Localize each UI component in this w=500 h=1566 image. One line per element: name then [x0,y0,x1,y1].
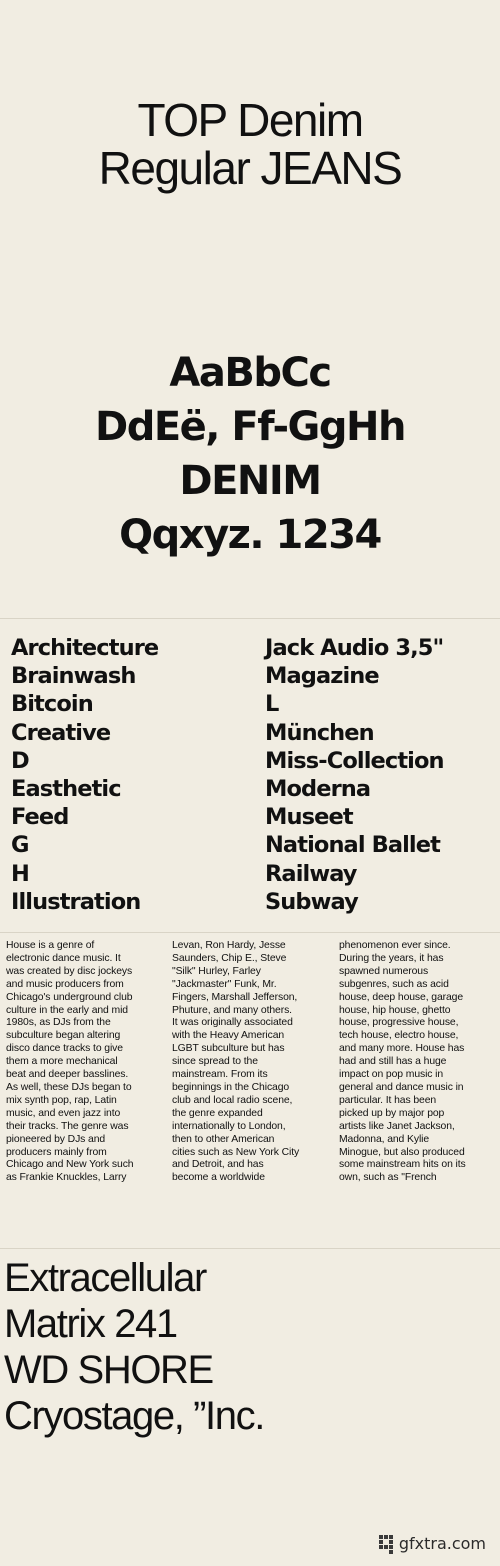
word-item: Bitcoin [11,691,93,718]
body-text-line: phenomenon ever since. [339,940,451,951]
word-item: Easthetic [11,775,121,802]
body-text-line: own, such as "French [339,1172,437,1184]
body-text-line: During the years, it has [339,952,444,964]
body-text-line: general and dance music in [339,1081,464,1093]
body-text-line: was created by disc jockeys [6,965,133,977]
word-item: L [265,691,279,718]
body-text-line: pioneered by DJs and [6,1133,106,1145]
body-text-column-3 [339,940,497,1185]
word-item: Jack Audio 3,5" [265,635,444,661]
body-text-line: tech house, electro house, [339,1030,459,1042]
body-text-line: "Jackmaster" Funk, Mr. [172,978,277,990]
body-text-column-1 [6,940,164,1185]
body-text-line: 1980s, as DJs from the [6,1017,111,1029]
body-text-line: Madonna, and Kylie [339,1133,430,1145]
body-text-line: LGBT subculture but has [172,1043,285,1055]
hero-line-1: TOP Denim [137,94,363,146]
bottom-line: WD SHORE [4,1348,213,1392]
specimen-line: DENIM [179,458,321,504]
section-divider [0,932,500,933]
body-text-line: music, and even jazz into [6,1107,121,1119]
body-text-line: mainstream. From its [172,1069,268,1081]
body-text-line: subculture began altering [6,1030,121,1042]
word-item: Subway [265,888,358,915]
watermark [379,1534,486,1553]
body-text-column-2 [172,940,330,1185]
word-item: Creative [11,719,111,746]
section-divider [0,1248,500,1249]
word-item: National Ballet [265,832,440,859]
bottom-line: Cryostage, ”Inc. [4,1394,264,1438]
body-text-line: disco dance tracks to give [6,1043,123,1055]
specimen-line: AaBbCc [169,350,331,396]
body-text-line: impact on pop music in [339,1069,444,1081]
bottom-specimen [4,1255,264,1439]
gfxtra-logo-icon [379,1535,393,1553]
word-list-right [265,634,444,916]
body-text-line: Chicago and New York such [6,1159,134,1171]
body-text-line: Fingers, Marshall Jefferson, [172,991,298,1003]
body-text-line: the genre expanded [172,1107,263,1119]
word-item: G [11,832,29,859]
body-text-line: As well, these DJs began to [6,1081,132,1093]
word-item: Magazine [265,663,379,690]
body-text-line: beat and deeper basslines. [6,1069,129,1081]
body-text-line: and Detroit, and has [172,1159,264,1171]
bottom-line: Matrix 241 [4,1302,177,1346]
body-text-line: house, deep house, garage [339,991,464,1003]
body-text-line: their tracks. The genre was [6,1120,129,1132]
glyph-specimen [0,346,500,562]
body-text-line: spawned numerous [339,965,429,977]
word-item: Moderna [265,775,371,802]
word-item: München [265,719,374,746]
word-item: Railway [265,860,357,887]
body-text-line: Chicago's underground club [6,991,133,1003]
body-text-line: artists like Janet Jackson, [339,1120,455,1132]
body-text-line: It was originally associated [172,1017,293,1029]
hero-title [0,96,500,192]
body-text-line: since spread to the [172,1056,258,1068]
body-text-line: picked up by major pop [339,1107,445,1119]
word-item: Brainwash [11,663,136,690]
watermark-text: gfxtra.com [398,1534,486,1553]
body-text-line: culture in the early and mid [6,1004,128,1016]
hero-line-2: Regular JEANS [98,142,402,194]
body-text-line: producers mainly from [6,1146,107,1158]
body-text-line: house, progressive house, [339,1017,459,1029]
body-text-line: club and local radio scene, [172,1094,293,1106]
body-text-line: electronic dance music. It [6,952,121,964]
word-list-left [11,634,158,916]
body-text-line: beginnings in the Chicago [172,1081,290,1093]
body-text-line: subgenres, such as acid [339,978,449,990]
body-text-line: internationally to London, [172,1120,286,1132]
body-text-line: become a worldwide [172,1172,265,1184]
word-item: D [11,747,29,774]
word-item: H [11,860,29,887]
body-text-line: mix synth pop, rap, Latin [6,1094,117,1106]
specimen-line: Qqxyz. 1234 [119,512,381,558]
specimen-line: DdEë, Ff-GgHh [95,404,405,450]
body-text-line: "Silk" Hurley, Farley [172,965,261,977]
body-text-line: particular. It has been [339,1094,437,1106]
body-text-line: Minogue, but also produced [339,1146,465,1158]
bottom-line: Extracellular [4,1256,206,1300]
body-text-line: some mainstream hits on its [339,1159,466,1171]
body-text-line: Saunders, Chip E., Steve [172,952,287,964]
body-text-line: them a more mechanical [6,1056,118,1068]
word-item: Feed [11,804,69,831]
word-item: Museet [265,804,353,831]
body-text-line: Levan, Ron Hardy, Jesse [172,940,286,951]
word-item: Miss-Collection [265,747,444,774]
body-text-line: and many more. House has [339,1043,465,1055]
body-text-line: then to other American [172,1133,275,1145]
body-text-line: had and still has a huge [339,1056,447,1068]
body-text-line: cities such as New York City [172,1146,300,1158]
body-text-line: as Frankie Knuckles, Larry [6,1172,127,1184]
body-text-line: with the Heavy American [172,1030,285,1042]
body-text-line: house, hip house, ghetto [339,1004,451,1016]
word-item: Illustration [11,888,141,915]
body-text-line: Phuture, and many others. [172,1004,292,1016]
body-text-line: and music producers from [6,978,124,990]
body-text-line: House is a genre of [6,940,95,951]
section-divider [0,618,500,619]
word-item: Architecture [11,635,159,661]
